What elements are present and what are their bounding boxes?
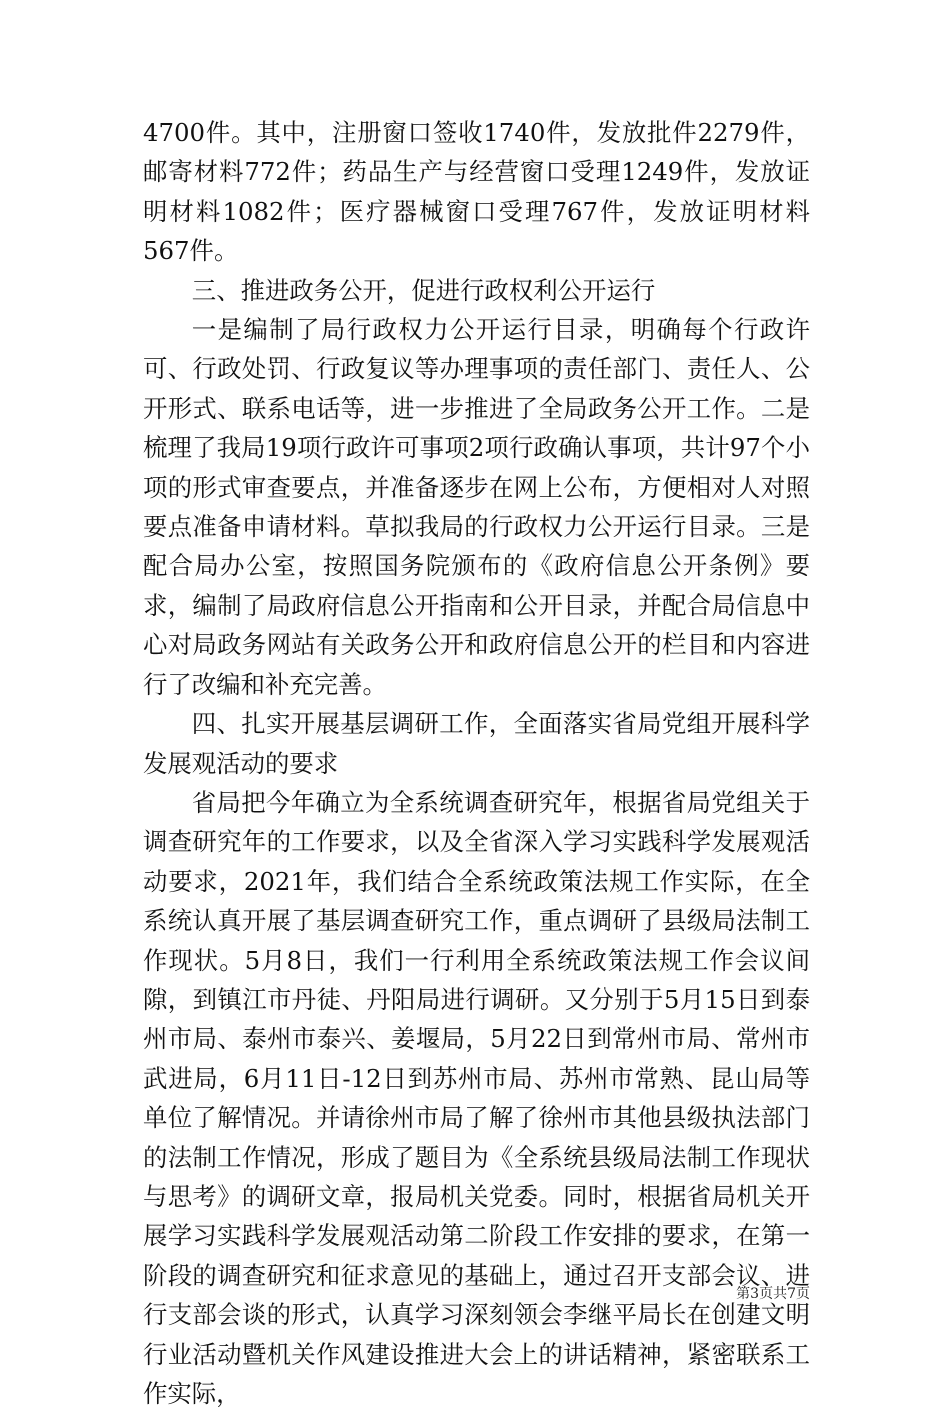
document-body xyxy=(143,113,810,1413)
paragraph-field-research: 省局把今年确立为全系统调查研究年，根据省局党组关于调查研究年的工作要求，以及全省深入学习实践科学发展观活动要求，2021年，我们结合全系统政策法规工作实际，在全系统认真开展了基层调查研究工作，重点调研了县级局法制工作现状。5月8日，我们一行利用全系统政策法规工作会议间隙，到镇江市丹徒、丹阳局进行调研。又分别于5月15日到泰州市局、泰州市泰兴、姜堰局，5月22日到常州市局、常州市武进局，6月11日-12日到苏州市局、苏州市常熟、昆山局等单位了解情况。并请徐州市局了解了徐州市其他县级执法部门的法制工作情况，形成了题目为《全系统县级局法制工作现状与思考》的调研文章，报局机关党委。同时，根据省局机关开展学习实践科学发展观活动第二阶段工作安排的要求，在第一阶段的调查研究和征求意见的基础上，通过召开支部会议、进行支部会谈的形式，认真学习深刻领会李继平局长在创建文明行业活动暨机关作风建设推进大会上的讲话精神，紧密联系工作实际， xyxy=(143,787,810,1408)
section-heading-government-affairs: 三、推进政务公开，促进行政权利公开运行 xyxy=(191,275,656,305)
section-heading-field-research: 四、扎实开展基层调研工作，全面落实省局党组开展科学发展观活动的要求 xyxy=(143,709,810,778)
page-number: 第3页共7页 xyxy=(736,1286,810,1302)
paragraph-window-statistics: 4700件。其中，注册窗口签收1740件，发放批件2279件，邮寄材料772件；药品生产与经营窗口受理1249件，发放证明材料1082件；医疗器械窗口受理767件，发放证明材料567件。 xyxy=(143,118,810,266)
paragraph-government-affairs: 一是编制了局行政权力公开运行目录，明确每个行政许可、行政处罚、行政复议等办理事项的责任部门、责任人、公开形式、联系电话等，进一步推进了全局政务公开工作。二是梳理了我局19项行政许可事项2项行政确认事项，共计97个小项的形式审查要点，并准备逐步在网上公布，方便相对人对照要点准备申请材料。草拟我局的行政权力公开运行目录。三是配合局办公室，按照国务院颁布的《政府信息公开条例》要求，编制了局政府信息公开指南和公开目录，并配合局信息中心对局政务网站有关政务公开和政府信息公开的栏目和内容进行了改编和补充完善。 xyxy=(143,315,810,699)
